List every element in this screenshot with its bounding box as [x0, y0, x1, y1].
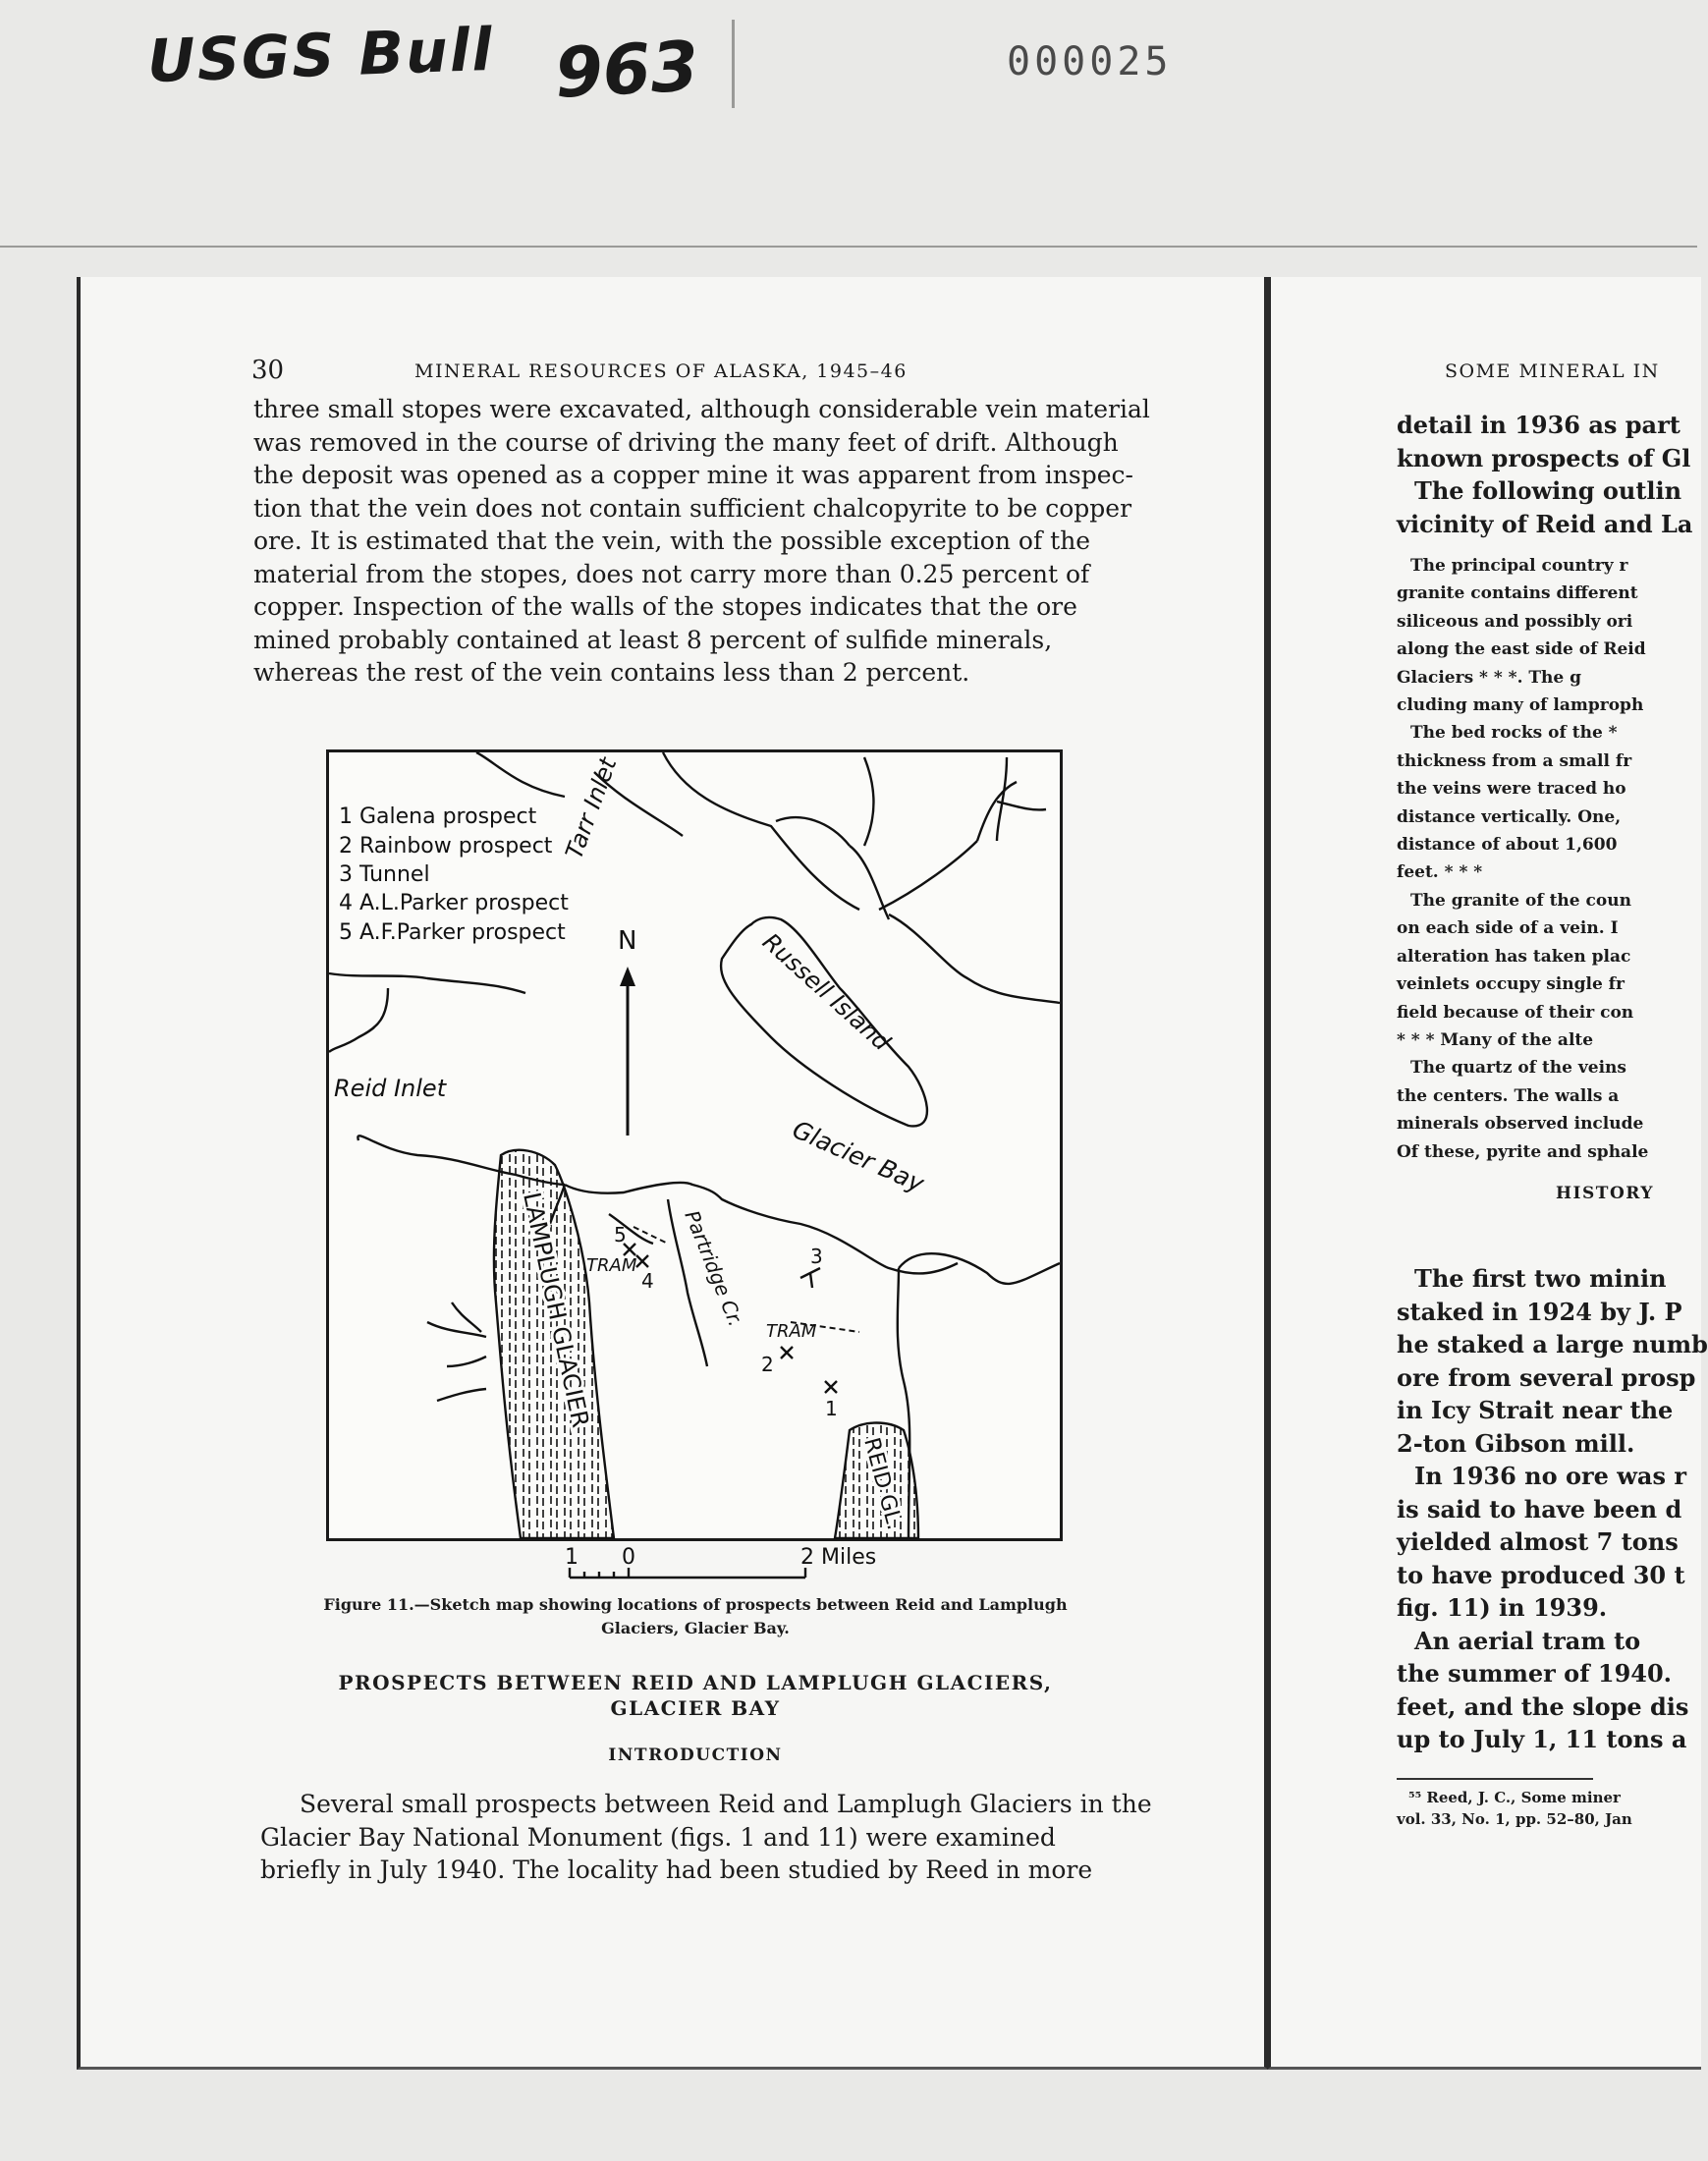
text-line: The first two minin — [1414, 1264, 1667, 1293]
quote-line: minerals observed include — [1397, 1114, 1644, 1135]
text-line: In 1936 no ore was r — [1414, 1462, 1686, 1490]
right-quote — [1397, 552, 1648, 1166]
stream-line — [663, 752, 859, 910]
handwritten-label: USGS Bull — [145, 15, 495, 97]
stream-line — [879, 841, 977, 910]
quote-line: field because of their con — [1397, 1002, 1634, 1023]
scale-bar — [560, 1540, 877, 1589]
quote-line: along the east side of Reid — [1397, 639, 1646, 660]
text-line: vicinity of Reid and La — [1397, 509, 1693, 538]
tunnel-marker — [800, 1268, 820, 1288]
partridge-creek-label: Partridge Cr. — [680, 1206, 748, 1330]
quote-line: The principal country r — [1410, 556, 1628, 576]
quote-line: alteration has taken plac — [1397, 946, 1631, 967]
shoreline — [329, 973, 525, 993]
russell-island-shore — [721, 917, 927, 1126]
prospect-marker — [825, 1381, 837, 1393]
reid-inlet-label: Reid Inlet — [334, 1075, 447, 1102]
right-footnote — [1397, 1787, 1632, 1830]
text-line: copper. Inspection of the walls of the stopes indicates that the ore — [253, 592, 1077, 621]
history-heading: HISTORY — [1556, 1184, 1654, 1203]
scan-divider — [732, 20, 735, 108]
stream-line — [476, 752, 565, 797]
legend-item: 3 Tunnel — [339, 862, 430, 887]
map-lines — [329, 752, 1060, 1538]
quote-line: distance vertically. One, — [1397, 806, 1622, 827]
lamplugh-glacier-label: LAMPLUGH GLACIER — [518, 1190, 595, 1430]
north-arrow — [620, 967, 635, 1136]
page-number: 30 — [251, 356, 285, 385]
scan-edge — [0, 246, 1697, 248]
glacier-bay-label: Glacier Bay — [788, 1114, 929, 1198]
quote-line: veinlets occupy single fr — [1397, 974, 1625, 995]
heading-line: PROSPECTS BETWEEN REID AND LAMPLUGH GLACIERS, — [338, 1671, 1053, 1694]
prospect-number: 5 — [614, 1223, 627, 1247]
text-line: material from the stopes, does not carry more than 0.25 percent of — [253, 559, 1090, 588]
text-line: An aerial tram to — [1414, 1626, 1641, 1655]
scale-label-left: 1 — [565, 1545, 579, 1570]
quote-line: the centers. The walls a — [1397, 1085, 1620, 1106]
legend-item: 4 A.L.Parker prospect — [339, 891, 569, 915]
text-line: Glacier Bay National Monument (figs. 1 and 11) were examined — [260, 1822, 1056, 1852]
section-heading — [248, 1670, 1143, 1721]
text-line: is said to have been d — [1397, 1494, 1682, 1524]
text-line: The following outlin — [1414, 476, 1682, 505]
quote-line: siliceous and possibly ori — [1397, 611, 1633, 632]
right-running-head: SOME MINERAL IN — [1445, 360, 1660, 382]
right-block-1 — [1397, 409, 1692, 540]
tram-label: TRAM — [766, 1321, 817, 1342]
prospect-number: 4 — [641, 1269, 654, 1293]
footnote-line: vol. 33, No. 1, pp. 52–80, Jan — [1397, 1810, 1632, 1828]
stream-line — [864, 757, 873, 846]
text-line: whereas the rest of the vein contains less than 2 percent. — [253, 658, 970, 687]
north-label: N — [618, 926, 637, 956]
reid-glacier-label: REID GL. — [858, 1435, 908, 1533]
sketch-map — [326, 749, 1063, 1541]
text-line: 2-ton Gibson mill. — [1397, 1428, 1635, 1458]
quote-line: The granite of the coun — [1410, 890, 1631, 911]
tram-label: TRAM — [586, 1255, 637, 1276]
text-line: ore. It is estimated that the vein, with the possible exception of the — [253, 526, 1091, 555]
quote-line: on each side of a vein. I — [1397, 918, 1619, 939]
quote-line: The bed rocks of the * — [1410, 723, 1618, 744]
shoreline — [329, 988, 388, 1052]
stream-line — [452, 1302, 481, 1332]
figure-caption — [248, 1593, 1143, 1640]
quote-line: Glaciers * * *. The g — [1397, 667, 1582, 688]
text-line: briefly in July 1940. The locality had been studied by Reed in more — [260, 1856, 1093, 1884]
text-line: to have produced 30 t — [1397, 1560, 1685, 1589]
text-line: staked in 1924 by J. P — [1397, 1297, 1682, 1326]
body-paragraph-1 — [253, 393, 1150, 690]
text-line: Several small prospects between Reid and Lamplugh Glaciers in the — [300, 1790, 1152, 1818]
scale-label-right: 2 Miles — [800, 1545, 877, 1570]
prospect-marker — [781, 1347, 793, 1358]
text-line: he staked a large numb — [1397, 1330, 1708, 1358]
text-line: ore from several prosp — [1397, 1362, 1696, 1392]
stream-line — [997, 802, 1046, 809]
stream-line — [889, 914, 1060, 1003]
right-page — [1267, 277, 1708, 2070]
reid-gl-shore — [899, 1253, 1060, 1284]
stream-line — [997, 757, 1007, 841]
legend-item: 5 A.F.Parker prospect — [339, 920, 566, 945]
quote-line: The quartz of the veins — [1410, 1058, 1626, 1079]
subheading-introduction: INTRODUCTION — [608, 1745, 783, 1765]
quote-line: the veins were traced ho — [1397, 779, 1626, 800]
text-line: detail in 1936 as part — [1397, 411, 1680, 439]
legend-item: 1 Galena prospect — [339, 804, 537, 829]
prospect-number: 1 — [825, 1397, 838, 1420]
russell-island-label: Russell Island — [756, 927, 896, 1057]
text-line: tion that the vein does not contain sufficient chalcopyrite to be copper — [253, 493, 1132, 523]
caption-line: Glaciers, Glacier Bay. — [601, 1619, 790, 1637]
footnote-line: ⁵⁵ Reed, J. C., Some miner — [1408, 1789, 1621, 1806]
stamp-number: 000025 — [1007, 39, 1173, 84]
text-line: known prospects of Gl — [1397, 443, 1691, 472]
quote-line: granite contains different — [1397, 583, 1638, 604]
text-line: mined probably contained at least 8 percent of sulfide minerals, — [253, 625, 1053, 654]
text-line: feet, and the slope dis — [1397, 1691, 1689, 1721]
quote-line: distance of about 1,600 — [1397, 835, 1618, 856]
quote-line: thickness from a small fr — [1397, 750, 1632, 771]
text-line: was removed in the course of driving the many feet of drift. Although — [253, 427, 1119, 457]
text-line: the deposit was opened as a copper mine it was apparent from inspec- — [253, 461, 1133, 489]
prospect-number: 3 — [810, 1245, 823, 1268]
text-line: fig. 11) in 1939. — [1397, 1593, 1608, 1622]
map-legend — [339, 804, 569, 945]
quote-line: cluding many of lamproph — [1397, 695, 1644, 716]
handwritten-number: 963 — [552, 26, 701, 114]
text-line: up to July 1, 11 tons a — [1397, 1725, 1687, 1753]
text-line: the summer of 1940. — [1397, 1659, 1673, 1688]
map-drawing — [329, 752, 1060, 1538]
stream-line — [447, 1357, 486, 1366]
text-line: yielded almost 7 tons — [1397, 1527, 1679, 1556]
text-line: three small stopes were excavated, although considerable vein material — [253, 395, 1150, 423]
stream-line — [776, 817, 850, 846]
heading-line: GLACIER BAY — [610, 1696, 781, 1720]
quote-line: * * * Many of the alte — [1397, 1029, 1594, 1050]
prospect-number: 2 — [761, 1353, 774, 1376]
prospect-marker — [636, 1255, 648, 1267]
body-paragraph-2 — [260, 1788, 1152, 1887]
right-block-2 — [1397, 1262, 1708, 1756]
quote-line: feet. * * * — [1397, 862, 1483, 883]
text-line: in Icy Strait near the — [1397, 1396, 1674, 1424]
quote-line: Of these, pyrite and sphale — [1397, 1141, 1649, 1162]
running-head: MINERAL RESOURCES OF ALASKA, 1945–46 — [414, 360, 908, 382]
footnote-rule — [1397, 1778, 1593, 1780]
caption-line: Figure 11.—Sketch map showing locations of prospects between Reid and Lamplugh — [323, 1595, 1068, 1614]
scale-label-zero: 0 — [622, 1545, 635, 1570]
legend-item: 2 Rainbow prospect — [339, 834, 553, 859]
stream-line — [437, 1389, 486, 1401]
tarr-inlet-label: Tarr Inlet — [560, 753, 623, 863]
